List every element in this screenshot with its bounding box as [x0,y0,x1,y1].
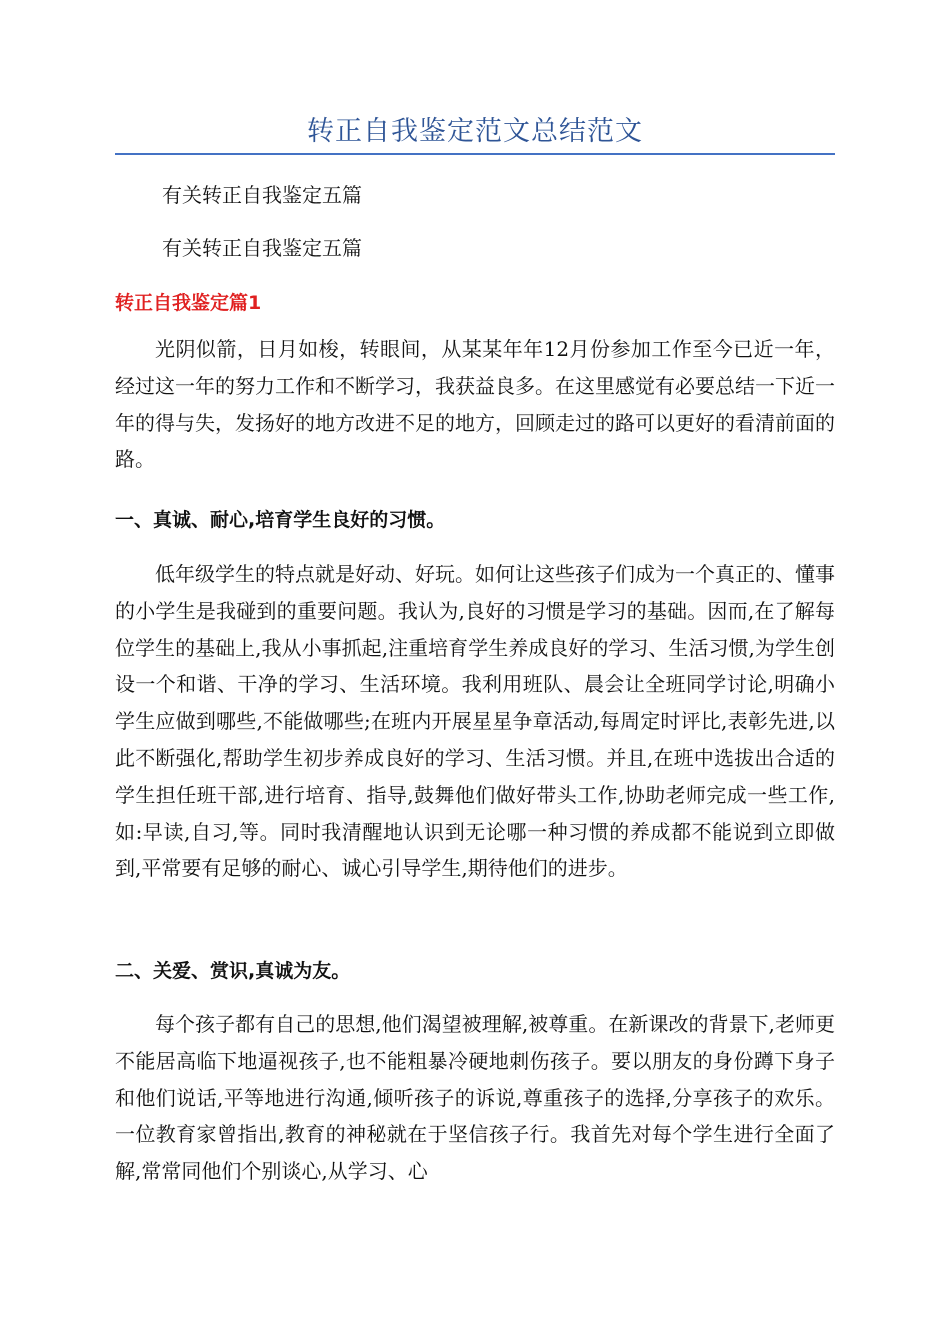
paragraph-1: 低年级学生的特点就是好动、好玩。如何让这些孩子们成为一个真正的、懂事的小学生是我碰到的重要问题。我认为,良好的习惯是学习的基础。因而,在了解每位学生的基础上,我从小事抓起,注重培育学生养成良好的学习、生活习惯,为学生创设一个和谐、干净的学习、生活环境。我利用班队、晨会让全班同学讨论,明确小学生应做到哪些,不能做哪些;在班内开展星星争章活动,每周定时评比,表彰先进,以此不断强化,帮助学生初步养成良好的学习、生活习惯。并且,在班中选拔出合适的学生担任班干部,进行培育、指导,鼓舞他们做好带头工作,协助老师完成一些工作,如:早读,自习,等。同时我清醒地认识到无论哪一种习惯的养成都不能说到立即做到,平常要有足够的耐心、诚心引导学生,期待他们的进步。 [115,562,835,881]
paragraph-2: 每个孩子都有自己的思想,他们渴望被理解,被尊重。在新课改的背景下,老师更不能居高临下地逼视孩子,也不能粗暴冷硬地刺伤孩子。要以朋友的身份蹲下身子和他们说话,平等地进行沟通,倾听孩子的诉说,尊重孩子的选择,分享孩子的欢乐。一位教育家曾指出,教育的神秘就在于坚信孩子行。我首先对每个学生进行全面了解,常常同他们个别谈心,从学习、心 [115,1012,835,1184]
heading-1: 一、真诚、耐心,培育学生良好的习惯。 [115,509,446,531]
intro-paragraph: 光阴似箭，日月如梭，转眼间，从某某年年12月份参加工作至今已近一年，经过这一年的努力工作和不断学习，我获益良多。在这里感觉有必要总结一下近一年的得与失，发扬好的地方改进不足的地方，回顾走过的路可以更好的看清前面的路。 [115,337,835,472]
document-title: 转正自我鉴定范文总结范文 [307,116,643,147]
subtitle-line-1: 有关转正自我鉴定五篇 [162,183,362,207]
heading-2: 二、关爱、赏识,真诚为友。 [115,960,351,982]
title-underline [115,153,835,155]
subtitle-line-2: 有关转正自我鉴定五篇 [162,236,362,260]
section-title: 转正自我鉴定篇1 [115,292,262,314]
